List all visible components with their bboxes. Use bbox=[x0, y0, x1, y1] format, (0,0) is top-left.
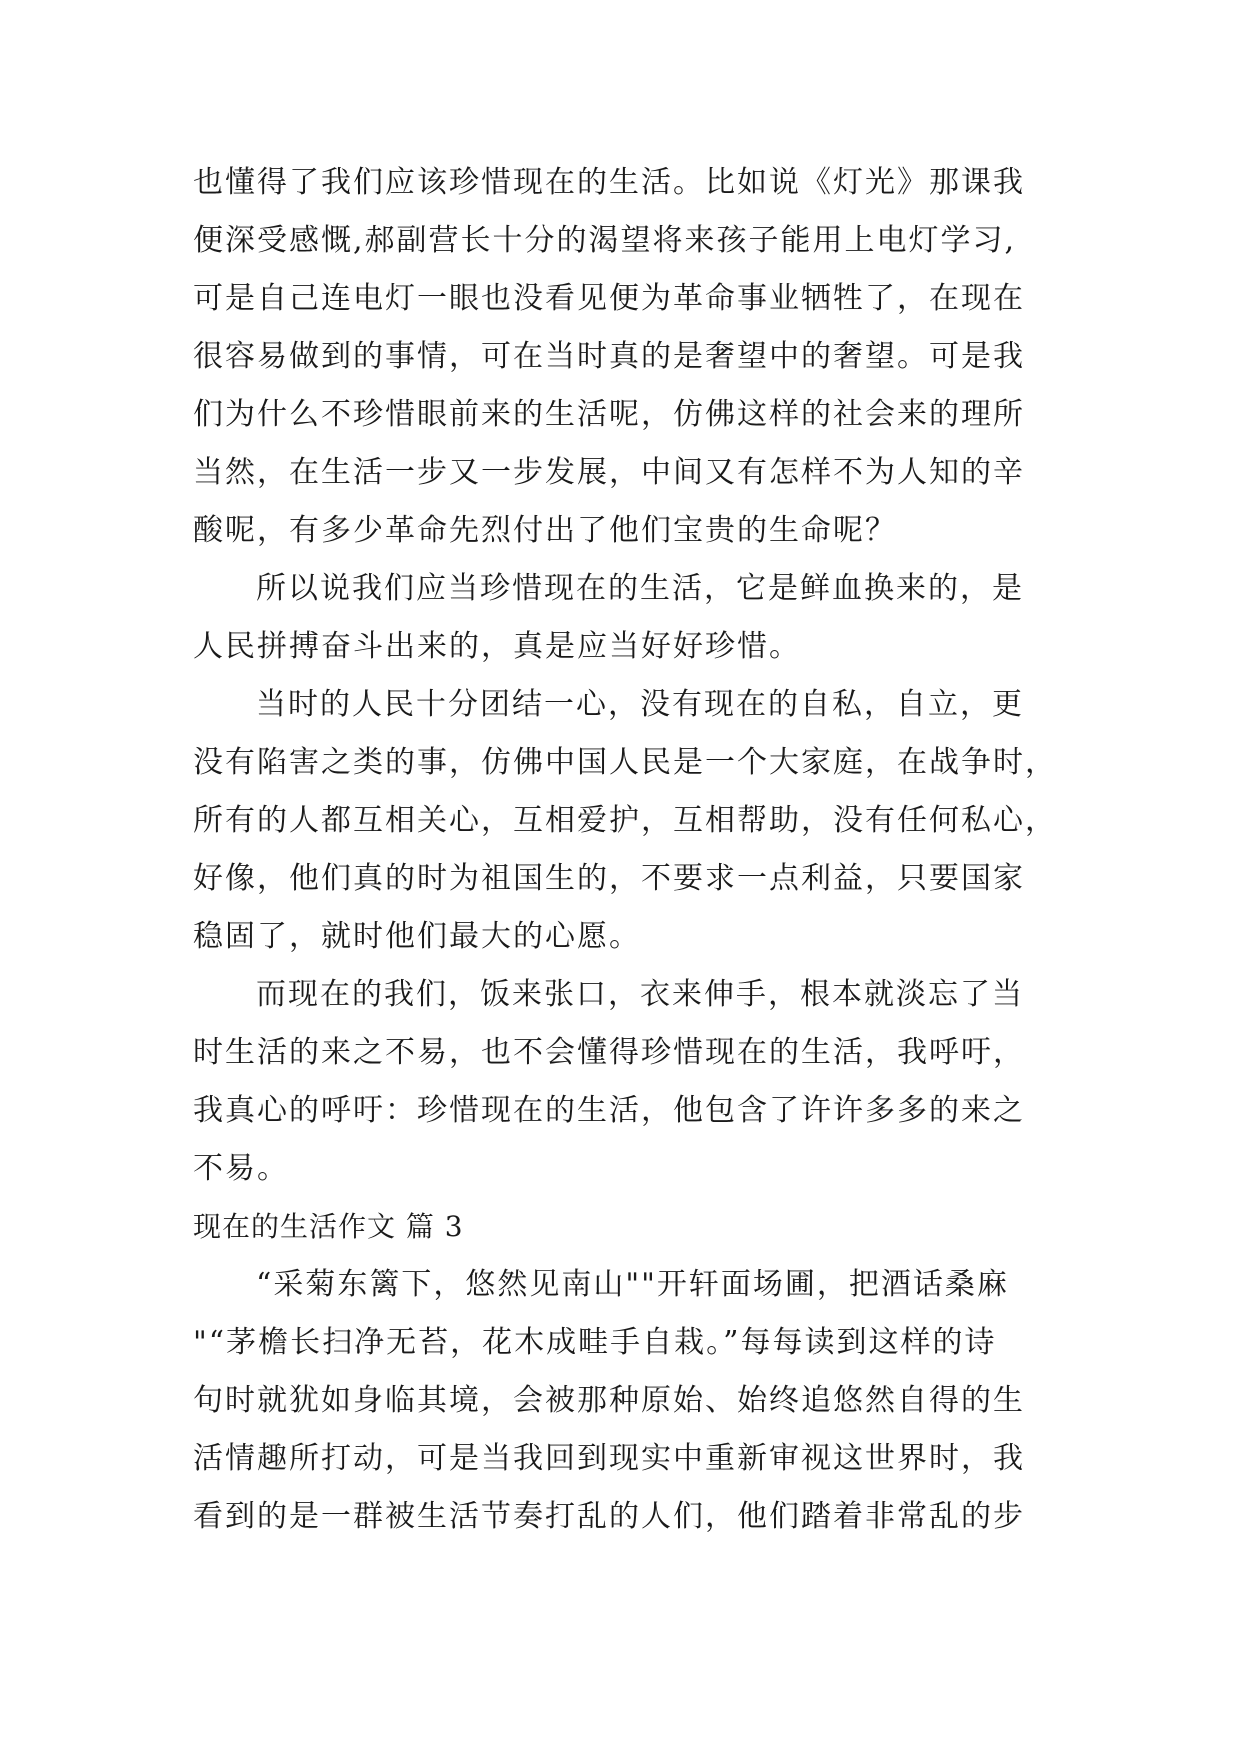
text-line-6: 当然，在生活一步又一步发展，中间又有怎样不为人知的辛 bbox=[193, 455, 1025, 490]
text-line-9: 人民拼搏奋斗出来的，真是应当好好珍惜。 bbox=[193, 629, 801, 664]
text-line-20: "“茅檐长扫净无苔，花木成畦手自栽。”每每读到这样的诗 bbox=[193, 1325, 997, 1360]
section-heading: 现在的生活作文 篇 3 bbox=[193, 1210, 464, 1243]
text-line-22: 活情趣所打动，可是当我回到现实中重新审视这世界时，我 bbox=[193, 1441, 1025, 1476]
text-line-17: 我真心的呼吁：珍惜现在的生活，他包含了许许多多的来之 bbox=[193, 1093, 1025, 1128]
text-line-12: 所有的人都互相关心，互相爱护，互相帮助，没有任何私心， bbox=[193, 803, 1057, 838]
text-line-3: 可是自己连电灯一眼也没看见便为革命事业牺牲了，在现在 bbox=[193, 281, 1025, 316]
text-line-8: 所以说我们应当珍惜现在的生活，它是鲜血换来的，是 bbox=[256, 571, 1024, 606]
text-line-5: 们为什么不珍惜眼前来的生活呢，仿佛这样的社会来的理所 bbox=[193, 397, 1025, 432]
text-line-1: 也懂得了我们应该珍惜现在的生活。比如说《灯光》那课我 bbox=[193, 165, 1025, 200]
text-line-11: 没有陷害之类的事，仿佛中国人民是一个大家庭，在战争时， bbox=[193, 745, 1057, 780]
text-line-10: 当时的人民十分团结一心，没有现在的自私，自立，更 bbox=[256, 687, 1024, 722]
text-line-2: 便深受感慨,郝副营长十分的渴望将来孩子能用上电灯学习, bbox=[193, 223, 1017, 258]
text-line-16: 时生活的来之不易，也不会懂得珍惜现在的生活，我呼吁， bbox=[193, 1035, 1025, 1070]
text-line-21: 句时就犹如身临其境，会被那种原始、始终追悠然自得的生 bbox=[193, 1383, 1025, 1418]
text-line-13: 好像，他们真的时为祖国生的，不要求一点利益，只要国家 bbox=[193, 861, 1025, 896]
text-line-7: 酸呢，有多少革命先烈付出了他们宝贵的生命呢？ bbox=[193, 513, 897, 548]
text-line-23: 看到的是一群被生活节奏打乱的人们，他们踏着非常乱的步 bbox=[193, 1499, 1025, 1534]
text-line-4: 很容易做到的事情，可在当时真的是奢望中的奢望。可是我 bbox=[193, 339, 1025, 374]
text-line-14: 稳固了，就时他们最大的心愿。 bbox=[193, 919, 641, 954]
text-line-15: 而现在的我们，饭来张口，衣来伸手，根本就淡忘了当 bbox=[256, 977, 1024, 1012]
text-line-18: 不易。 bbox=[193, 1151, 289, 1186]
text-line-19: “采菊东篱下，悠然见南山""开轩面场圃，把酒话桑麻 bbox=[256, 1267, 1009, 1302]
